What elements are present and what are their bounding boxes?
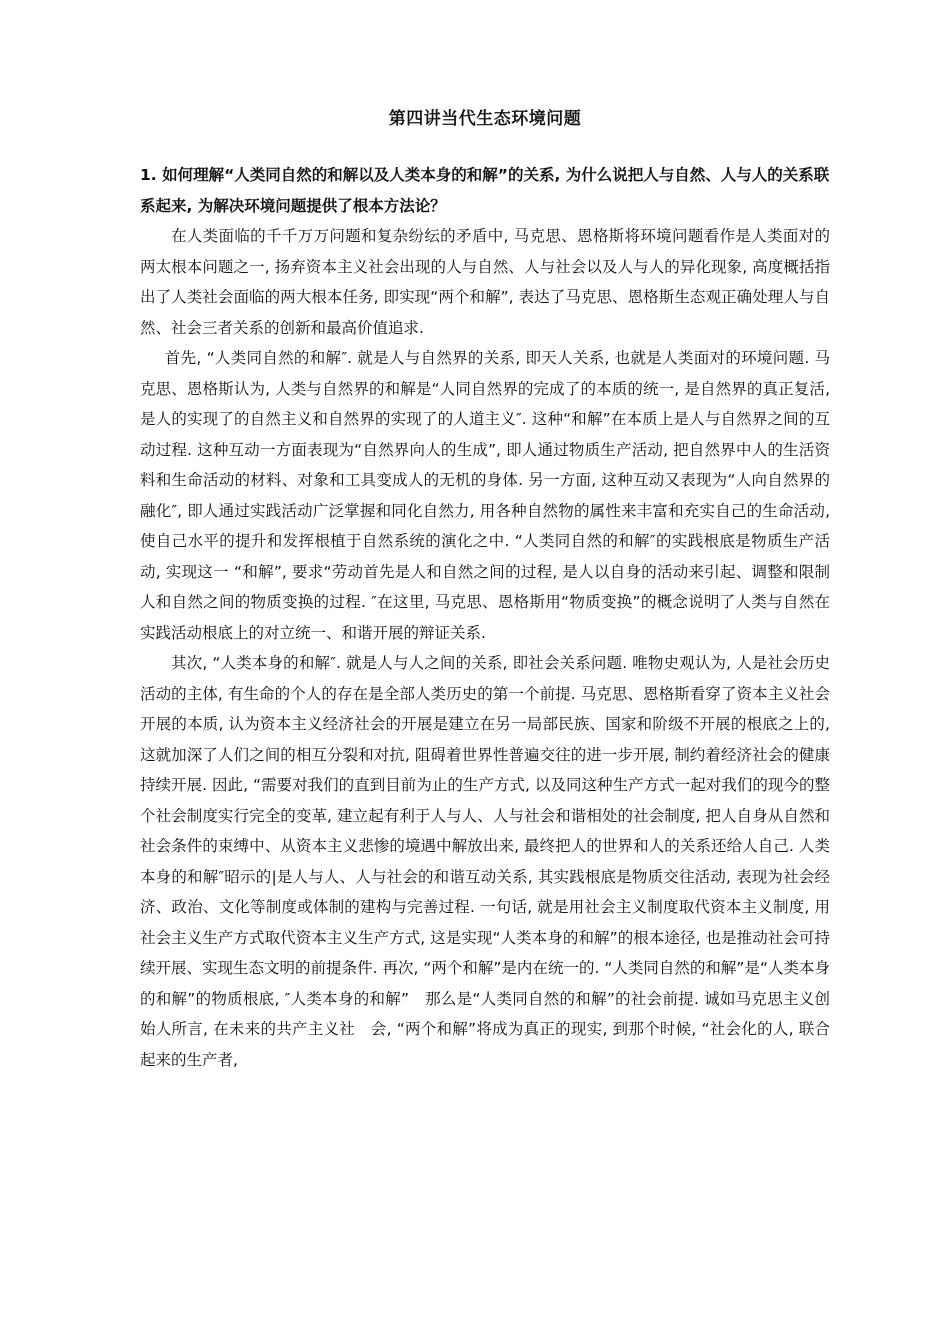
- document-title: 第四讲当代生态环境问题: [388, 109, 582, 129]
- paragraph-intro: 在人类面临的千千万万问题和复杂纷纭的矛盾中, 马克思、恩格斯将环境问题看作是人类面对的两太根本问题之一, 扬弃资本主义社会出现的人与自然、人与社会以及人与人的异化现象, 高度概括指出了人类社会面临的两大根本任务, 即实现“两个和解”, 表达了马克思、恩格斯生态观正确处理人与自然、社会三者关系的创新和最高价值追求.: [140, 227, 830, 337]
- question-heading: 1. 如何理解“人类同自然的和解以及人类本身的和解”的关系, 为什么说把人与自然、人与人的关系联系起来, 为解决环境问题提供了根本方法论？: [140, 166, 830, 215]
- document-page: [140, 102, 830, 1075]
- paragraph-first: 首先, “人类同自然的和解″. 就是人与自然界的关系, 即天人关系, 也就是人类面对的环境问题. 马克思、恩格斯认为, 人类与自然界的和解是“人同自然界的完成了的本质的统一, 是自然界的真正复活, 是人的实现了的自然主义和自然界的实现了的人道主义″. 这种“和解”在本质上是人与自然界之间的互动过程. 这种互动一方面表现为“自然界向人的生成”, 即人通过物质生产活动, 把自然界中人的生活资料和生命活动的材料、对象和工具变成人的无机的身体. 另一方面, 这种互动又表现为“人向自然界的融化″, 即人通过实践活动广泛掌握和同化自然力, 用各种自然物的属性来丰富和充实自己的生命活动, 使自己水平的提升和发挥根植于自然系统的演化之中. “人类同自然的和解″的实践根底是物质生产活动, 实现这一 “和解”, 要求“劳动首先是人和自然之间的过程, 是人以自身的活动来引起、调整和限制人和自然之间的物质变换的过程. ″在这里, 马克思、恩格斯用“物质变换”的概念说明了人类与自然在实践活动根底上的对立统一、和谐开展的辩证关系.: [140, 349, 830, 642]
- paragraph-second: 其次, “人类本身的和解″. 就是人与人之间的关系, 即社会关系问题. 唯物史观认为, 人是社会历史活动的主体, 有生命的个人的存在是全部人类历史的第一个前提. 马克思、恩格斯看穿了资本主义社会开展的本质, 认为资本主义经济社会的开展是建立在另一局部民族、国家和阶级不开展的根底之上的, 这就加深了人们之间的相互分裂和对抗, 阻碍着世界性普遍交往的进一步开展, 制约着经济社会的健康持续开展. 因此, “需要对我们的直到目前为止的生产方式, 以及同这种生产方式一起对我们的现今的整个社会制度实行完全的变革, 建立起有利于人与人、人与社会和谐相处的社会制度, 把人自身从自然和社会条件的束缚中、从资本主义悲惨的境遇中解放出来, 最终把人的世界和人的关系还给人自己. 人类本身的和解″昭示的|是人与人、人与社会的和谐互动关系, 其实践根底是物质交往活动, 表现为社会经济、政治、文化等制度或体制的建构与完善过程. 一句话, 就是用社会主义制度取代资本主义制度, 用社会主义生产方式取代资本主义生产方式, 这是实现“人类本身的和解”的根本途径, 也是推动社会可持续开展、实现生态文明的前提条件. 再次, “两个和解”是内在统一的. “人类同自然的和解”是“人类本身的和解”的物质根底, ″人类本身的和解” 那么是“人类同自然的和解”的社会前提. 诚如马克思主义创始人所言, 在未来的共产主义社 会, “两个和解”将成为真正的现实, 到那个时候, “社会化的人, 联合起来的生产者,: [140, 654, 830, 1069]
